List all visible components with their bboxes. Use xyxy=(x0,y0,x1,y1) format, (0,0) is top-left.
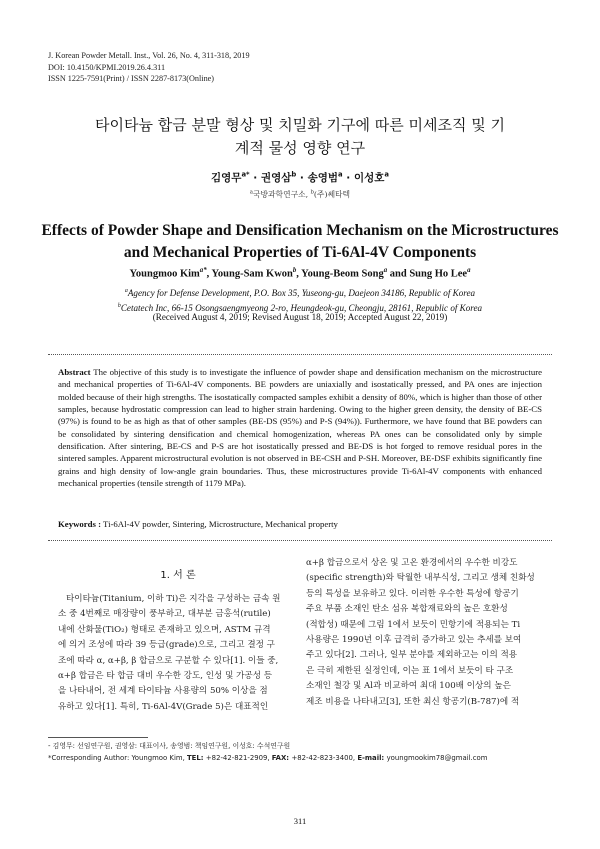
body-line: α+β 합금은 타 합금 대비 우수한 강도, 인성 및 가공성 등 xyxy=(58,671,273,682)
keywords-text: Ti-6Al-4V powder, Sintering, Microstructure, Mechanical property xyxy=(101,519,338,529)
footnotes xyxy=(48,740,568,764)
affiliation-superscript: b xyxy=(310,189,314,196)
author-separator: · xyxy=(296,172,308,184)
english-title xyxy=(40,220,560,264)
journal-doi[interactable]: DOI: 10.4150/KPMI.2019.26.4.311 xyxy=(48,62,166,72)
body-line: 등의 특성을 보유하고 있다. 이러한 우수한 특성에 항공기 xyxy=(306,588,519,599)
body-line: 제조 비용을 나타내고[3], 또한 최신 항공기(B-787)에 적 xyxy=(306,696,520,707)
korean-affiliation: 국방과학연구소, xyxy=(252,190,311,199)
body-line: 을 나타내어, 전 세계 타이타늄 사용량의 50% 이상을 점 xyxy=(58,686,268,697)
body-line: 타이타늄(Titanium, 이하 Ti)은 지각을 구성하는 금속 원 xyxy=(66,594,281,604)
korean-title-line-2: 계적 물성 영향 연구 xyxy=(234,139,366,157)
page-number: 311 xyxy=(293,816,307,826)
english-affiliations xyxy=(40,285,560,315)
english-title-line-2: and Mechanical Properties of Ti-6Al-4V Components xyxy=(123,244,477,261)
abstract-bottom-divider xyxy=(48,540,552,541)
korean-author-name: 김영무 xyxy=(211,172,242,184)
author-superscript: a xyxy=(338,170,343,179)
author-superscript: a xyxy=(384,170,389,179)
corresponding-author-note xyxy=(48,752,568,764)
author-superscript: b xyxy=(292,267,297,274)
affiliation-b-text: Cetatech Inc, 66-15 Osongsaengmyeong 2-ro, Heungdeok-gu, Cheongju, 28161, Republic of Korea xyxy=(120,303,483,314)
affiliation-a-text: Agency for Defense Development, P.O. Box 35, Yuseong-gu, Daejeon 34186, Republic of Korea xyxy=(127,288,476,299)
body-line: 조에 따라 α, α+β, β 합금으로 구분할 수 있다[1]. 이들 중, xyxy=(58,655,279,666)
received-dates: (Received August 4, 2019; Revised August 18, 2019; Accepted August 22, 2019) xyxy=(152,312,448,322)
body-line: 은 극히 제한된 실정인데, 이는 표 1에서 보듯이 타 구조 xyxy=(306,665,514,676)
author-separator: · xyxy=(249,172,261,184)
journal-header xyxy=(48,50,250,85)
affiliation-superscript: a xyxy=(124,288,128,294)
body-line: 소 중 4번째로 매장량이 풍부하고, 대부분 금홍석(rutile) xyxy=(58,609,271,620)
english-author-name: Young-Beom Song xyxy=(301,268,384,280)
body-line: 유하고 있다[1]. 특히, Ti-6Al-4V(Grade 5)은 대표적인 xyxy=(58,701,269,712)
author-superscript: a* xyxy=(241,170,250,179)
tel-value: +82-42-821-2909, xyxy=(205,754,272,762)
english-author-name: Sung Ho Lee xyxy=(409,268,468,280)
email-label: E-mail: xyxy=(357,754,387,762)
abstract-block xyxy=(58,366,542,489)
journal-citation: J. Korean Powder Metall. Inst., Vol. 26, No. 4, 311-318, 2019 xyxy=(48,51,250,60)
body-line: 에 의거 조성에 따라 39 등급(grade)으로, 그리고 결정 구 xyxy=(58,640,275,651)
korean-affiliations xyxy=(40,189,560,200)
body-line: 주요 부품 소재인 탄소 섬유 복합재료와의 높은 호환성 xyxy=(306,604,508,615)
author-superscript: a xyxy=(467,267,471,274)
korean-authors xyxy=(40,170,560,185)
abstract-label: Abstract xyxy=(58,367,91,377)
section-heading: 1. 서 론 xyxy=(160,570,196,581)
korean-title xyxy=(40,114,560,160)
korean-author-name: 권영삼 xyxy=(260,172,292,184)
english-authors xyxy=(40,267,560,280)
journal-issn: ISSN 1225-7591(Print) / ISSN 2287-8173(Online) xyxy=(48,74,215,83)
author-separator: · xyxy=(342,172,354,184)
english-author-name: Youngmoo Kim xyxy=(129,268,200,280)
author-positions-note: - 김영무: 선임연구원, 권영삼: 대표이사, 송영범: 책임연구원, 이성호: 수석연구원 xyxy=(48,742,291,750)
footnote-divider xyxy=(48,737,148,738)
author-superscript: a xyxy=(383,267,388,274)
corresponding-label: *Corresponding Author: xyxy=(48,754,132,762)
author-superscript: b xyxy=(291,170,297,179)
keywords-label: Keywords : xyxy=(58,519,102,529)
korean-author-name: 이성호 xyxy=(353,172,385,184)
body-line: 주고 있다[2]. 그러나, 일부 분야를 제외하고는 이의 적용 xyxy=(306,650,518,661)
fax-label: FAX: xyxy=(271,754,292,762)
affiliation-superscript: b xyxy=(117,303,121,310)
korean-title-line-1: 타이타늄 합금 분말 형상 및 치밀화 기구에 따른 미세조직 및 기 xyxy=(95,116,505,134)
english-title-line-1: Effects of Powder Shape and Densification Mechanism on the Microstructures xyxy=(41,222,559,239)
abstract-top-divider xyxy=(48,354,552,355)
body-line: 내에 산화물(TiO₂) 형태로 존재하고 있으며, ASTM 규격 xyxy=(58,624,271,635)
fax-value: +82-42-823-3400, xyxy=(291,754,358,762)
body-line: α+β 합금으로서 상온 및 고온 환경에서의 우수한 비강도 xyxy=(306,558,518,568)
keywords-block xyxy=(58,519,542,529)
author-separator: and xyxy=(387,268,410,280)
corresponding-name: Youngmoo Kim, xyxy=(131,754,187,762)
body-column-right xyxy=(306,556,546,710)
author-separator: , xyxy=(296,268,302,280)
korean-affiliation: (주)쎄타텍 xyxy=(313,190,351,199)
body-line: 사용량은 1990년 이후 급격히 증가하고 있는 추세를 보여 xyxy=(306,635,522,646)
tel-label: TEL: xyxy=(186,754,206,762)
author-separator: , xyxy=(206,268,212,280)
body-line: (specific strength)와 탁월한 내부식성, 그리고 생체 친화성 xyxy=(306,573,535,584)
body-column-left xyxy=(58,592,298,715)
korean-author-name: 송영범 xyxy=(307,172,339,184)
body-line: (적합성) 때문에 그림 1에서 보듯이 민항기에 적용되는 Ti xyxy=(306,619,521,630)
english-author-name: Young-Sam Kwon xyxy=(211,268,293,280)
affiliation-superscript: a xyxy=(249,189,253,196)
abstract-text: The objective of this study is to investigate the influence of powder shape and densification mechanism on the microstructure and mechanical properties of Ti-6Al-4V components. BE powders are uniaxially and isostatically pressed, and PA ones are injection molded because of their high strengths. The isostatically compacted samples exhibit a density of 80%, which is higher than those of other samples, because hydrostatic compression can lead to higher strain hardening. Owing to the higher green density, the density of BE-CS (97%) is found to be as high as that of other samples (BE-DS (95%) and P-S (94%)). Furthermore, we have found that BE powders can be consolidated by sintering densification and chemical homogenization, whereas PA ones can be consolidated only by simple densification. After sintering, BE-CS and P-S are hot isostatically pressed and BE-DS is hot forged to remove residual pores in the sintered samples. Apparent microstructural evolution is not observed in BE-CSH and P-SH. Moreover, BE-DSF exhibits significantly fine grains and high density of low-angle grain boundaries. Thus, these microstructures provide Ti-6Al-4V components with enhanced mechanical properties (tensile strength of 1179 MPa). xyxy=(58,367,543,489)
affiliation-a xyxy=(40,285,560,300)
email-link[interactable]: youngmookim78@gmail.com xyxy=(386,754,488,762)
body-line: 소재인 철강 및 Al과 비교하여 최대 100배 이상의 높은 xyxy=(306,681,511,692)
author-superscript: a* xyxy=(199,267,207,274)
